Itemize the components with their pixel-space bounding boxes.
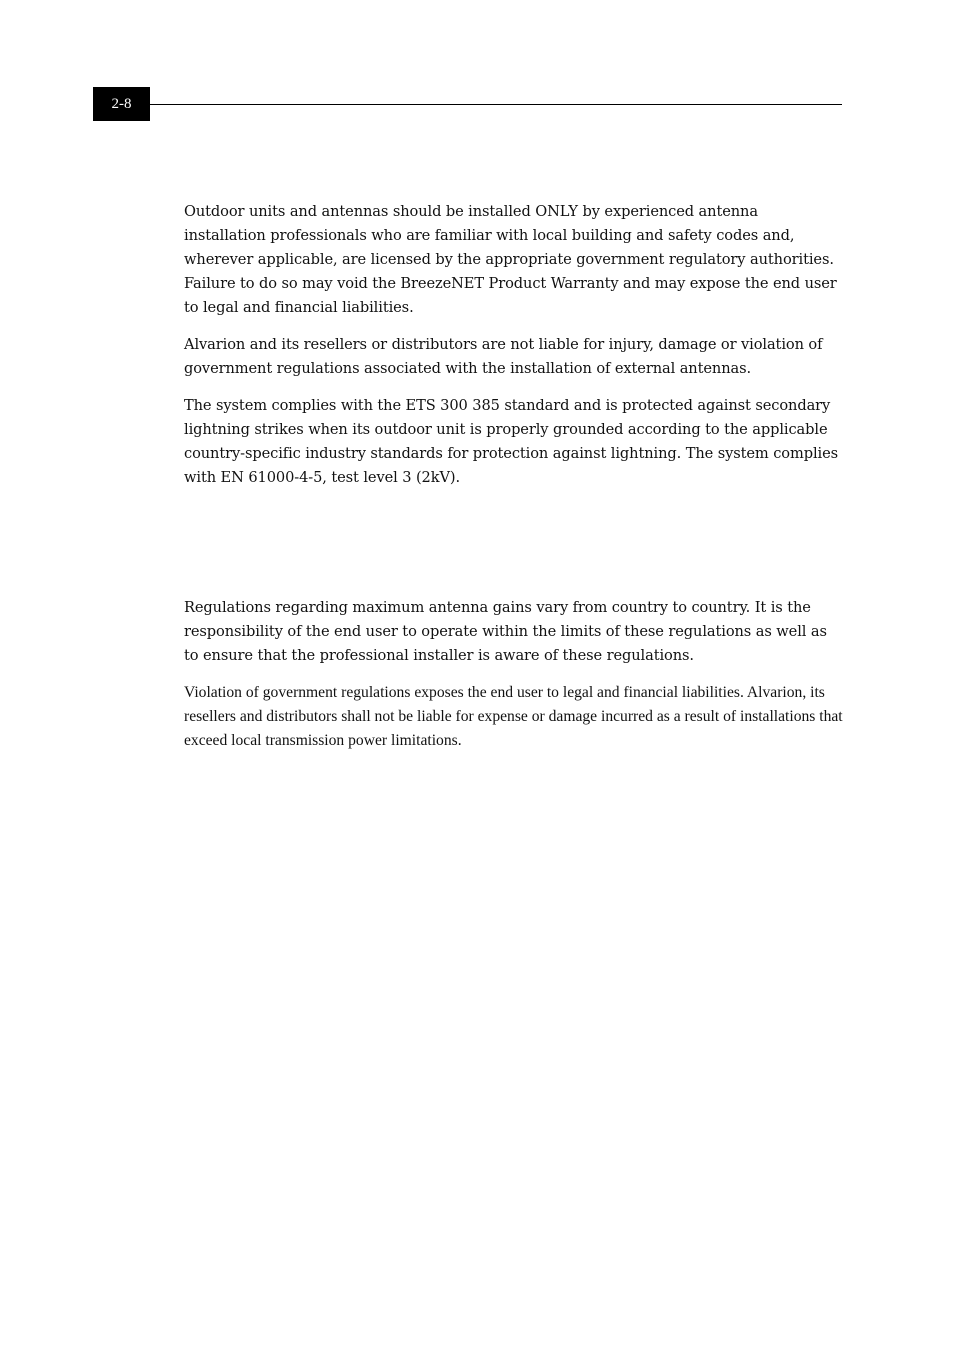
paragraph-regulation-violation: Violation of government regulations exposes the end user to legal and financial liabilities. Alvarion, its resellers and distributors shall not be liable for expense or damage incurred as a result of installations that exceed local transmission power limitations.: [184, 684, 843, 749]
paragraph-installation-professionals: Outdoor units and antennas should be installed ONLY by experienced antenna installation professionals who are familiar with local building and safety codes and, wherever applicable, are licensed by the appropriate government regulatory authorities. Failure to do so may void the BreezeNET Product Warranty and may expose the end user to legal and financial liabilities.: [184, 203, 837, 316]
paragraph-antenna-gain-regulations: Regulations regarding maximum antenna gains vary from country to country. It is the responsibility of the end user to operate within the limits of these regulations as well as to ensure that the professional installer is aware of these regulations.: [184, 599, 827, 664]
paragraph-liability-disclaimer: Alvarion and its resellers or distributors are not liable for injury, damage or violation of government regulations associated with the installation of external antennas.: [184, 336, 823, 377]
paragraph-lightning-compliance: The system complies with the ETS 300 385 standard and is protected against secondary lightning strikes when its outdoor unit is properly grounded according to the applicable country-specific industry standards for protection against lightning. The system complies with EN 61000-4-5, test level 3 (2kV).: [184, 397, 839, 486]
header-rule: [150, 104, 842, 105]
page-number: 2-8: [93, 87, 150, 121]
installation-warning-section: [184, 200, 844, 503]
antenna-gain-section: [184, 596, 844, 766]
